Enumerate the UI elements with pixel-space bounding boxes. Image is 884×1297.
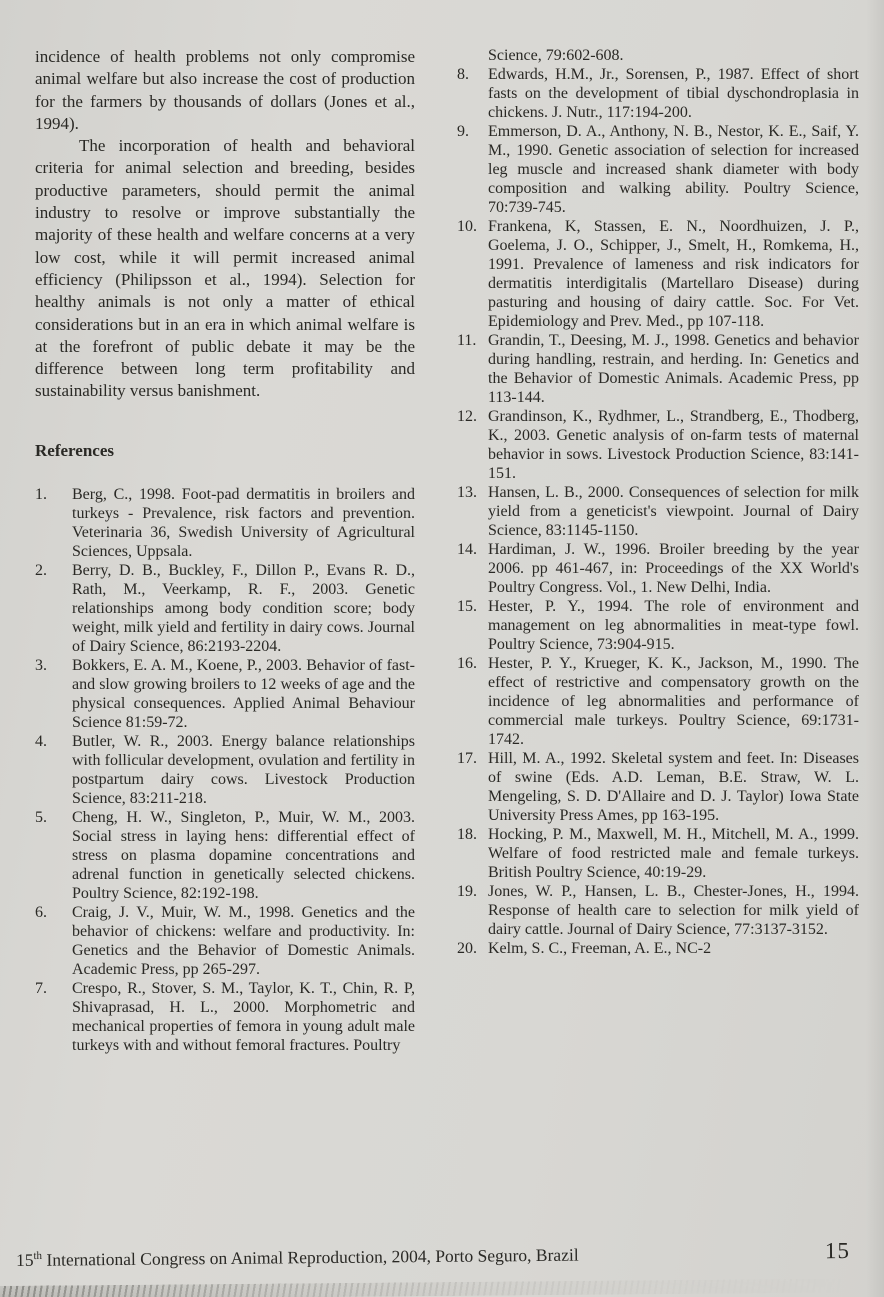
reference-number: 1. (35, 485, 47, 503)
reference-item (457, 483, 859, 540)
reference-item (35, 656, 415, 732)
reference-text: Hester, P. Y., Krueger, K. K., Jackson, M., 1990. The effect of restrictive and compensatory growth on the incidence of leg abnormalities and performance of commercial male turkeys. Poultry Science, 69:1731-1742. (488, 655, 859, 748)
reference-number: 11. (457, 332, 477, 349)
reference-number: 13. (457, 484, 477, 501)
reference-number: 10. (457, 218, 477, 235)
reference-item (457, 749, 859, 825)
reference-item (457, 65, 859, 122)
body-text (35, 46, 415, 403)
reference-text: Berg, C., 1998. Foot-pad dermatitis in broilers and turkeys - Prevalence, risk factors and prevention. Veterinaria 36, Swedish University of Agricultural Sciences, Uppsala. (72, 485, 415, 560)
reference-number: 19. (457, 883, 477, 900)
reference-number: 16. (457, 655, 477, 672)
reference-item (457, 122, 859, 217)
reference-number: 8. (457, 66, 469, 83)
reference-number: 20. (457, 940, 477, 957)
reference-text: Bokkers, E. A. M., Koene, P., 2003. Behavior of fast- and slow growing broilers to 12 weeks of age and the physical consequences. Applied Animal Behaviour Science 81:59-72. (72, 656, 415, 731)
reference-text: Cheng, H. W., Singleton, P., Muir, W. M., 2003. Social stress in laying hens: differential effect of stress on plasma dopamine concentrations and adrenal function in genetically selected chickens. Poultry Science, 82:192-198. (72, 808, 415, 902)
reference-number: 15. (457, 598, 477, 615)
reference-text: Frankena, K, Stassen, E. N., Noordhuizen, J. P., Goelema, J. O., Schipper, J., Smelt, H., Romkema, H., 1991. Prevalence of lameness and risk indicators for dermatitis interdigitalis (Martellaro Disease) during pasturing and housing of dairy cattle. Soc. For Vet. Epidemiology and Prev. Med., pp 107-118. (488, 218, 859, 330)
reference-item (35, 561, 415, 656)
reference-item (457, 654, 859, 749)
reference-text: Berry, D. B., Buckley, F., Dillon P., Evans R. D., Rath, M., Veerkamp, R. F., 2003. Genetic relationships among body condition score; body weight, milk yield and fertility in dairy cows. Journal of Dairy Science, 86:2193-2204. (72, 561, 415, 655)
reference-item (457, 331, 859, 407)
paragraph: The incorporation of health and behavioral criteria for animal selection and breeding, besides productive parameters, should permit the animal industry to resolve or improve substantially the majority of these health and welfare concerns at a very low cost, while it will permit increased animal efficiency (Philipsson et al., 1994). Selection for healthy animals is not only a matter of ethical considerations but in an era in which animal welfare is at the forefront of public debate it may be the difference between long term profitability and sustainability versus banishment. (35, 136, 415, 401)
reference-number: 2. (35, 561, 47, 579)
references-heading: References (35, 440, 114, 460)
reference-number: 9. (457, 123, 469, 140)
scan-edge-artifact (0, 1278, 884, 1297)
reference-item (457, 540, 859, 597)
right-column (457, 46, 859, 1055)
reference-item (457, 825, 859, 882)
reference-text: Grandinson, K., Rydhmer, L., Strandberg, E., Thodberg, K., 2003. Genetic analysis of on-farm tests of maternal behavior in sows. Livestock Production Science, 83:141-151. (488, 408, 859, 482)
reference-text: Hester, P. Y., 1994. The role of environment and management on leg abnormalities in meat-type fowl. Poultry Science, 73:904-915. (488, 598, 859, 653)
reference-item (457, 407, 859, 483)
reference-number: 5. (35, 808, 47, 826)
reference-item (35, 979, 415, 1055)
reference-text: Hocking, P. M., Maxwell, M. H., Mitchell, M. A., 1999. Welfare of food restricted male and female turkeys. British Poultry Science, 40:19-29. (488, 826, 859, 881)
reference-text: Hansen, L. B., 2000. Consequences of selection for milk yield from a geneticist's viewpoint. Journal of Dairy Science, 83:1145-1150. (488, 484, 859, 539)
reference-number: 12. (457, 408, 477, 425)
reference-list-left (35, 485, 415, 1055)
reference-item (457, 882, 859, 939)
reference-number: 6. (35, 903, 47, 921)
reference-text: Crespo, R., Stover, S. M., Taylor, K. T., Chin, R. P, Shivaprasad, H. L., 2000. Morphometric and mechanical properties of femora in young adult male turkeys with and without femoral fractures. Poultry (72, 979, 415, 1054)
reference-text: Craig, J. V., Muir, W. M., 1998. Genetics and the behavior of chickens: welfare and productivity. In: Genetics and the Behavior of Domestic Animals. Academic Press, pp 265-297. (72, 903, 415, 978)
page-number: 15 (824, 1237, 851, 1264)
reference-item (457, 939, 859, 958)
reference-number: 7. (35, 979, 47, 997)
page-footer (16, 1238, 850, 1272)
reference-item (457, 597, 859, 654)
reference-item (35, 732, 415, 808)
reference-text: Edwards, H.M., Jr., Sorensen, P., 1987. Effect of short fasts on the development of tibial dyschondroplasia in chickens. J. Nutr., 117:194-200. (488, 66, 859, 121)
reference-text: Butler, W. R., 2003. Energy balance relationships with follicular development, ovulation and fertility in postpartum dairy cows. Livestock Production Science, 83:211-218. (72, 732, 415, 807)
reference-number: 18. (457, 826, 477, 843)
reference-item (35, 808, 415, 903)
left-column (35, 46, 415, 1055)
reference-item (35, 903, 415, 979)
reference-text: Grandin, T., Deesing, M. J., 1998. Genetics and behavior during handling, restrain, and herding. In: Genetics and the Behavior of Domestic Animals. Academic Press, pp 113-144. (488, 332, 859, 406)
reference-number: 17. (457, 750, 477, 767)
reference-text: Jones, W. P., Hansen, L. B., Chester-Jones, H., 1994. Response of health care to selection for milk yield of dairy cattle. Journal of Dairy Science, 77:3137-3152. (488, 883, 859, 938)
reference-item (35, 485, 415, 561)
reference-item (457, 217, 859, 331)
reference-continuation: Science, 79:602-608. (488, 47, 624, 64)
reference-text: Emmerson, D. A., Anthony, N. B., Nestor, K. E., Saif, Y. M., 1990. Genetic association of selection for increased leg muscle and increased shank diameter with body composition and walking ability. Poultry Science, 70:739-745. (488, 123, 859, 216)
reference-number: 3. (35, 656, 47, 674)
reference-number: 14. (457, 541, 477, 558)
reference-text: Hardiman, J. W., 1996. Broiler breeding by the year 2006. pp 461-467, in: Proceedings of the XX World's Poultry Congress. Vol., 1. New Delhi, India. (488, 541, 859, 596)
footer-congress-title: 15th International Congress on Animal Reproduction, 2004, Porto Seguro, Brazil (15, 1244, 579, 1270)
reference-text: Kelm, S. C., Freeman, A. E., NC-2 (488, 940, 712, 957)
two-column-layout (35, 46, 859, 1055)
reference-text: Hill, M. A., 1992. Skeletal system and feet. In: Diseases of swine (Eds. A.D. Leman, B.E. Straw, W. L. Mengeling, S. D. D'Allaire and D. J. Taylor) Iowa State University Press Ames, pp 163-195. (488, 750, 859, 824)
reference-number: 4. (35, 732, 47, 750)
paragraph: incidence of health problems not only compromise animal welfare but also increase the cost of production for the farmers by thousands of dollars (Jones et al., 1994). (35, 47, 415, 133)
reference-list-right (457, 65, 859, 958)
